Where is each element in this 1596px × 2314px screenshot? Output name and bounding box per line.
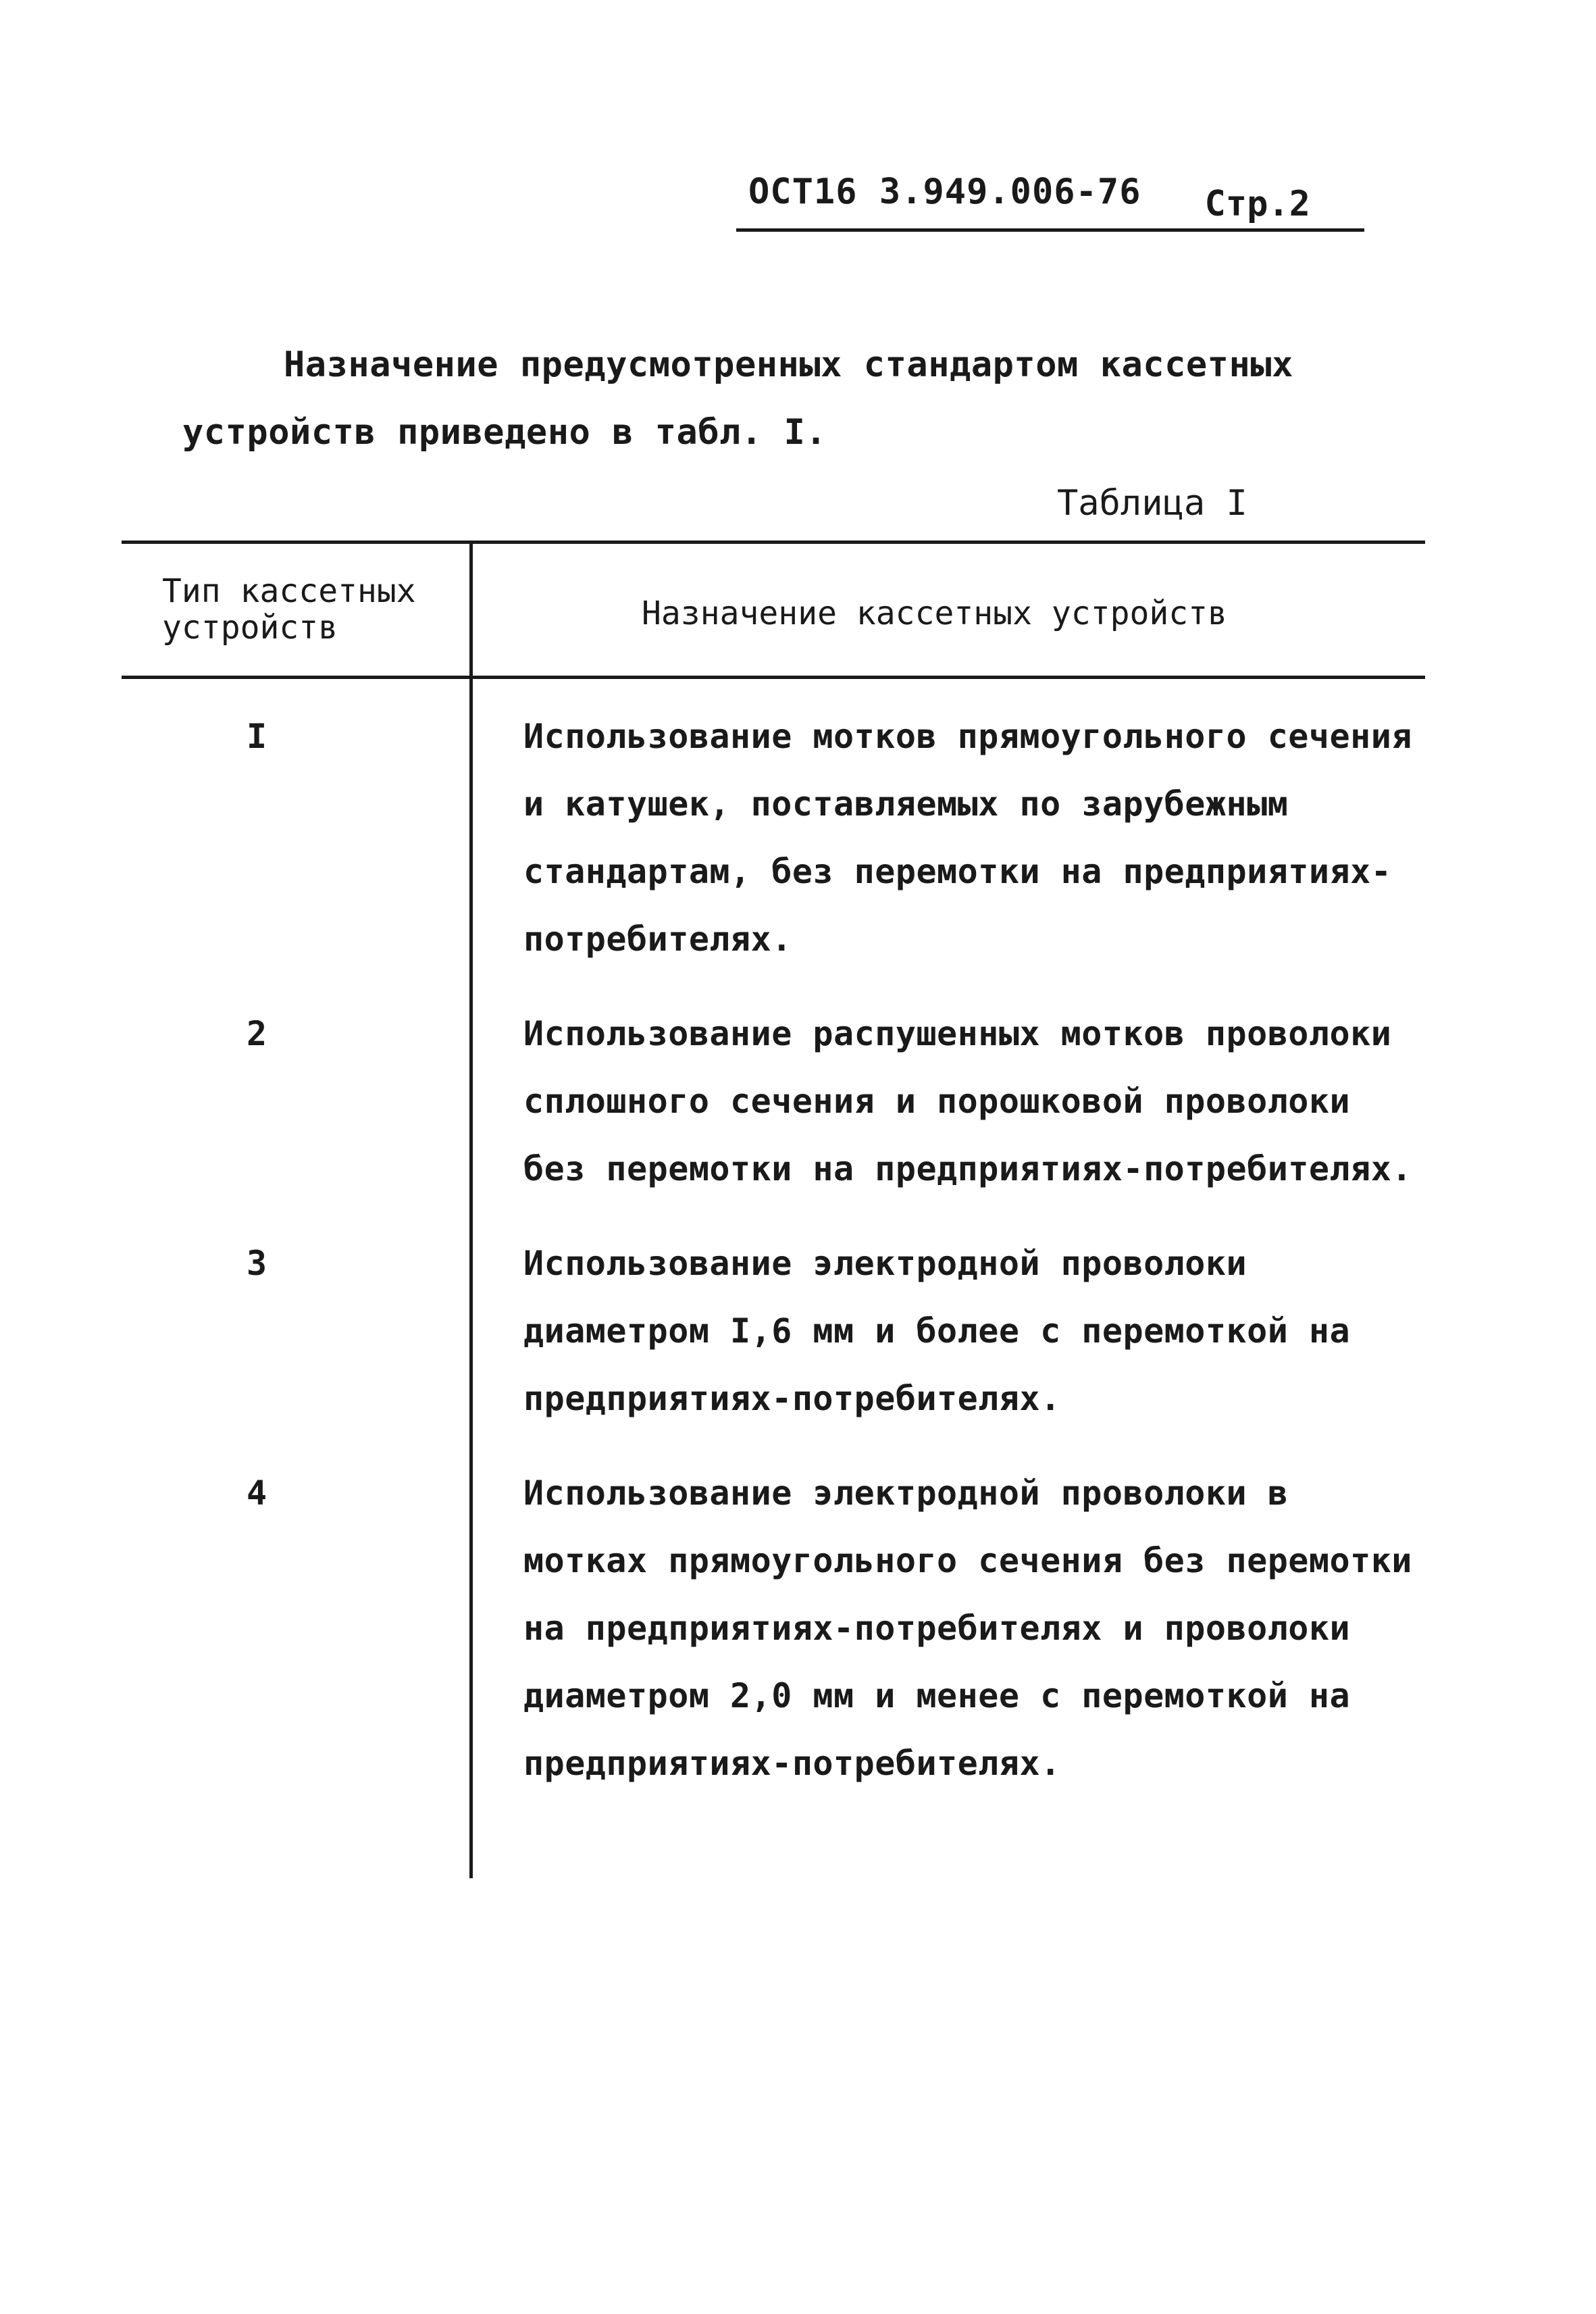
table-caption: Таблица I bbox=[1057, 483, 1247, 524]
row-purpose-text: Использование распушенных мотков проволоки сплошного сечения и порошковой проволоки без перемотки на предприятиях-потребителях. bbox=[523, 1014, 1412, 1188]
document-code: ОСТ16 3.949.006-76 bbox=[748, 172, 1141, 212]
row-purpose-text: Использование мотков прямоугольного сечения и катушек, поставляемых по зарубежным стандартам, без перемотки на предприятиях-потребителях. bbox=[523, 717, 1412, 959]
cassette-devices-table bbox=[122, 540, 1425, 1878]
table-top-rule bbox=[122, 540, 1425, 544]
page-header bbox=[736, 168, 1364, 232]
row-type-number: 2 bbox=[246, 1014, 267, 1053]
row-type-number: I bbox=[246, 717, 267, 756]
row-type-number: 4 bbox=[246, 1474, 267, 1513]
row-purpose-text: Использование электродной проволоки диаметром I,6 мм и более с перемоткой на предприятиях-потребителях. bbox=[523, 1244, 1351, 1418]
row-type-number: 3 bbox=[246, 1244, 267, 1283]
page-number: Стр.2 bbox=[1204, 184, 1310, 224]
table-header-rule bbox=[122, 676, 1425, 679]
table-column-divider bbox=[469, 540, 473, 1878]
row-purpose-text: Использование электродной проволоки в мотках прямоугольного сечения без перемотки на предприятиях-потребителях и проволоки диаметром 2,0 мм и менее с перемоткой на предприятиях-потребителях. bbox=[523, 1474, 1412, 1783]
column-header-purpose: Назначение кассетных устройств bbox=[642, 595, 1227, 632]
intro-paragraph: Назначение предусмотренных стандартом кассетных устройств приведено в табл. I. bbox=[182, 345, 1293, 453]
column-header-type: Тип кассетных устройств bbox=[162, 572, 416, 647]
